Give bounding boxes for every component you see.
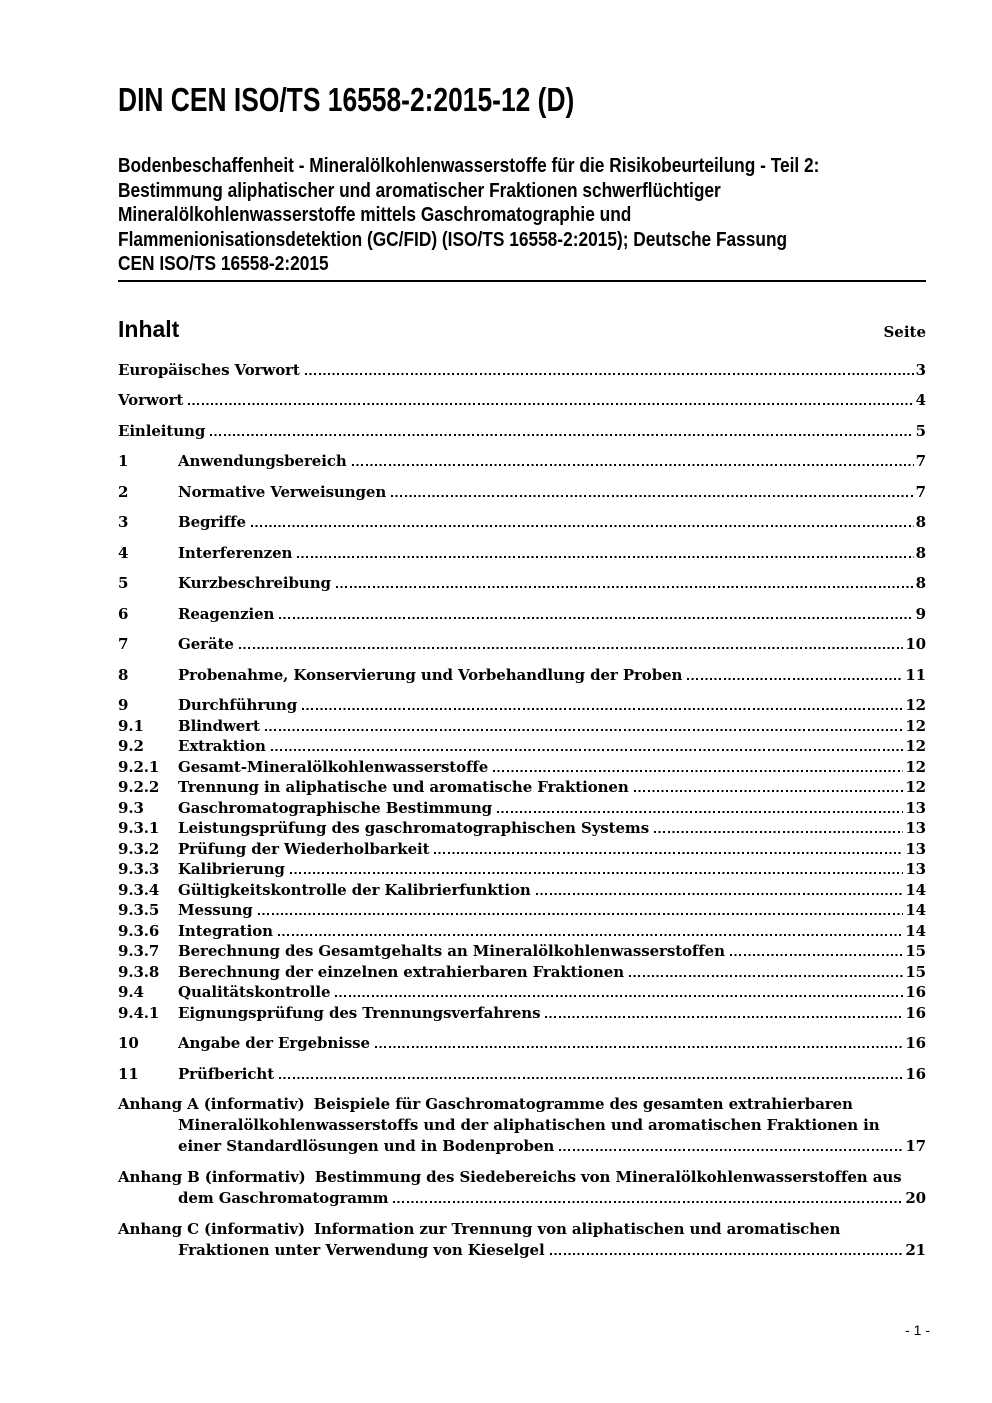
toc-entry-number: 9.3 — [118, 798, 144, 817]
toc-entry-page: 14 — [905, 901, 926, 919]
toc-entry-label: Angabe der Ergebnisse — [178, 1034, 370, 1052]
document-title-line: CEN ISO/TS 16558-2:2015 — [118, 253, 329, 275]
toc-entry-number: 9.4 — [118, 983, 144, 1001]
toc-entry-number: 11 — [118, 1064, 139, 1083]
dot-leader — [239, 647, 903, 649]
toc-annex-entry — [118, 1094, 926, 1157]
document-number: DIN CEN ISO/TS 16558-2:2015-12 (D) — [118, 81, 575, 118]
document-title-line: Bestimmung aliphatischer und aromatischer Fraktionen schwerflüchtiger — [118, 179, 721, 202]
toc-entry-label: Prüfbericht — [178, 1064, 275, 1083]
toc-entry-page: 8 — [915, 574, 926, 592]
dot-leader — [352, 464, 914, 466]
dot-leader — [497, 811, 903, 813]
toc-annex-continuation-line — [118, 1115, 926, 1136]
toc-entry-number: 10 — [118, 1034, 139, 1052]
toc-entry — [118, 390, 926, 411]
toc-entry-number: 4 — [118, 543, 129, 562]
toc-entry-label: Integration — [178, 921, 273, 940]
toc-annex-last-line — [118, 1188, 926, 1209]
dot-leader — [336, 586, 914, 588]
toc-entry-number: 9.3.3 — [118, 860, 160, 878]
toc-entry-number: 9.3.5 — [118, 901, 160, 919]
toc-entry-page: 13 — [905, 798, 926, 817]
toc-annex-entry — [118, 1219, 926, 1261]
dot-leader — [559, 1149, 903, 1151]
contents-heading: Inhalt — [118, 315, 180, 342]
toc-entry-page: 12 — [905, 757, 926, 776]
dot-leader — [305, 373, 914, 375]
dot-leader — [434, 852, 903, 854]
toc-entry-page: 17 — [905, 1137, 926, 1155]
toc-entry-label: Berechnung des Gesamtgehalts an Mineralölkohlenwasserstoffen — [178, 942, 725, 960]
dot-leader — [391, 495, 913, 497]
toc-entry-number: 9.3.8 — [118, 962, 160, 981]
dot-leader — [545, 1016, 903, 1018]
toc-entry — [118, 921, 926, 942]
toc-entry-label: Eignungsprüfung des Trennungsverfahrens — [178, 1003, 541, 1022]
toc-entry-label: Extraktion — [178, 737, 266, 755]
toc-entry — [118, 1033, 926, 1054]
toc-entry — [118, 604, 926, 625]
toc-entry — [118, 900, 926, 921]
toc-entry-page: 16 — [905, 1064, 926, 1083]
toc-annex-entry — [118, 1167, 926, 1209]
toc-entry-number: 9.2.2 — [118, 778, 160, 796]
page-column-label: Seite — [883, 322, 926, 341]
document-title-line: Bodenbeschaffenheit - Mineralölkohlenwasserstoffe für die Risikobeurteilung - Teil 2: — [118, 155, 820, 177]
dot-leader — [279, 1077, 903, 1079]
toc-annex-last-line — [118, 1240, 926, 1261]
toc-entry-page: 12 — [905, 778, 926, 796]
toc-entry-label: Probenahme, Konservierung und Vorbehandlung der Proben — [178, 665, 683, 684]
toc-entry — [118, 482, 926, 503]
toc-entry-number: 1 — [118, 452, 129, 470]
page-number-footer: - 1 - — [905, 1322, 930, 1338]
toc-entry — [118, 798, 926, 819]
toc-entry-page: 15 — [905, 942, 926, 960]
toc-entry — [118, 839, 926, 860]
document-title-line: Mineralölkohlenwasserstoffe mittels Gaschromatographie und — [118, 204, 632, 226]
toc-entry-label: Reagenzien — [178, 604, 275, 623]
toc-entry-page: 11 — [905, 665, 926, 684]
contents-header-row — [118, 314, 926, 344]
toc-annex-label: Anhang A (informativ) — [118, 1095, 305, 1113]
toc-entry — [118, 451, 926, 472]
dot-leader — [210, 434, 913, 436]
toc-entry-page: 15 — [905, 962, 926, 981]
dot-leader — [550, 1253, 904, 1255]
toc-entry — [118, 512, 926, 533]
toc-entry-number: 9.3.2 — [118, 839, 160, 858]
toc-entry — [118, 573, 926, 594]
dot-leader — [279, 617, 913, 619]
toc-entry-page: 4 — [915, 391, 926, 409]
toc-entry-page: 14 — [905, 880, 926, 899]
toc-entry-number: 9.4.1 — [118, 1003, 160, 1022]
toc-entry — [118, 736, 926, 757]
toc-entry-page: 16 — [905, 1003, 926, 1022]
toc-entry — [118, 962, 926, 983]
table-of-contents — [118, 360, 926, 1262]
toc-entry-number: 9.3.7 — [118, 942, 160, 960]
toc-entry — [118, 880, 926, 901]
toc-entry-label: Interferenzen — [178, 543, 293, 562]
toc-entry-label: Gültigkeitskontrolle der Kalibrierfunktion — [178, 880, 531, 899]
toc-entry-page: 13 — [905, 839, 926, 858]
toc-entry-label: Begriffe — [178, 513, 246, 531]
toc-entry-page: 16 — [905, 1034, 926, 1052]
toc-annex-title-line: dem Gaschromatogramm — [178, 1189, 389, 1207]
toc-entry-page: 12 — [905, 716, 926, 735]
toc-entry-label: Gesamt-Mineralölkohlenwasserstoffe — [178, 757, 489, 776]
dot-leader — [493, 770, 903, 772]
toc-entry — [118, 777, 926, 798]
toc-entry — [118, 716, 926, 737]
dot-leader — [271, 749, 903, 751]
dot-leader — [302, 708, 903, 710]
dot-leader — [536, 893, 904, 895]
toc-entry — [118, 665, 926, 686]
toc-entry-label: Kalibrierung — [178, 860, 285, 878]
toc-entry-number: 9.3.1 — [118, 819, 160, 837]
toc-entry-label: Vorwort — [118, 391, 184, 409]
toc-entry — [118, 1064, 926, 1085]
toc-entry-page: 10 — [905, 635, 926, 653]
toc-entry — [118, 859, 926, 880]
toc-annex-first-line — [118, 1219, 926, 1240]
dot-leader — [188, 403, 913, 405]
toc-entry — [118, 818, 926, 839]
toc-entry-label: Qualitätskontrolle — [178, 983, 331, 1001]
document-content — [118, 0, 926, 1261]
toc-entry-page: 20 — [905, 1189, 926, 1207]
toc-entry-number: 9.2 — [118, 737, 144, 755]
toc-entry-number: 8 — [118, 665, 129, 684]
toc-annex-last-line — [118, 1136, 926, 1157]
dot-leader — [278, 934, 903, 936]
toc-entry-page: 16 — [905, 983, 926, 1001]
toc-entry-number: 9.2.1 — [118, 757, 160, 776]
toc-entry-label: Anwendungsbereich — [178, 452, 347, 470]
toc-entry-number: 5 — [118, 574, 129, 592]
toc-entry — [118, 941, 926, 962]
toc-entry-number: 9.1 — [118, 716, 144, 735]
dot-leader — [251, 525, 914, 527]
toc-entry-label: Trennung in aliphatische und aromatische Fraktionen — [178, 778, 629, 796]
toc-entry-number: 9 — [118, 696, 129, 714]
toc-entry-number: 9.3.4 — [118, 880, 160, 899]
toc-entry-page: 9 — [915, 604, 926, 623]
toc-entry-number: 6 — [118, 604, 129, 623]
toc-entry-page: 12 — [905, 696, 926, 714]
toc-entry-page: 14 — [905, 921, 926, 940]
document-title — [118, 154, 820, 277]
dot-leader — [654, 831, 903, 833]
dot-leader — [393, 1201, 903, 1203]
toc-entry-page: 13 — [905, 819, 926, 837]
toc-entry-number: 7 — [118, 635, 129, 653]
toc-annex-title-line: Mineralölkohlenwasserstoffs und der aliphatischen und aromatischen Fraktionen in — [178, 1116, 880, 1134]
toc-entry-number: 3 — [118, 513, 129, 531]
toc-entry-label: Europäisches Vorwort — [118, 360, 300, 379]
toc-entry-label: Durchführung — [178, 696, 298, 714]
toc-entry-number: 2 — [118, 482, 129, 501]
toc-entry-page: 13 — [905, 860, 926, 878]
document-title-line: Flammenionisationsdetektion (GC/FID) (ISO/TS 16558-2:2015); Deutsche Fassung — [118, 228, 788, 251]
toc-entry-page: 21 — [905, 1241, 926, 1259]
toc-entry-label: Geräte — [178, 635, 234, 653]
dot-leader — [375, 1046, 903, 1048]
toc-entry-label: Kurzbeschreibung — [178, 574, 331, 592]
toc-entry — [118, 360, 926, 381]
toc-annex-title-line: Fraktionen unter Verwendung von Kieselgel — [178, 1241, 545, 1259]
toc-entry — [118, 1003, 926, 1024]
toc-annex-first-line — [118, 1094, 926, 1115]
dot-leader — [335, 995, 903, 997]
toc-entry-label: Einleitung — [118, 421, 206, 440]
toc-entry-label: Blindwert — [178, 716, 260, 735]
toc-entry — [118, 695, 926, 716]
toc-entry-label: Messung — [178, 901, 253, 919]
dot-leader — [730, 954, 903, 956]
header-divider — [118, 280, 926, 282]
toc-entry-label: Prüfung der Wiederholbarkeit — [178, 839, 430, 858]
toc-entry-label: Berechnung der einzelnen extrahierbaren Fraktionen — [178, 962, 625, 981]
dot-leader — [290, 872, 904, 874]
dot-leader — [634, 790, 904, 792]
toc-annex-label: Anhang C (informativ) — [118, 1220, 305, 1238]
dot-leader — [297, 556, 913, 558]
toc-annex-title-line: Bestimmung des Siedebereichs von Mineralölkohlenwasserstoffen aus — [314, 1168, 902, 1186]
toc-entry — [118, 421, 926, 442]
toc-entry-page: 8 — [915, 543, 926, 562]
toc-entry — [118, 543, 926, 564]
toc-entry-label: Gaschromatographische Bestimmung — [178, 798, 493, 817]
dot-leader — [629, 975, 903, 977]
toc-entry — [118, 634, 926, 655]
toc-entry — [118, 982, 926, 1003]
toc-entry-page: 7 — [915, 452, 926, 470]
toc-entry — [118, 757, 926, 778]
dot-leader — [265, 729, 903, 731]
dot-leader — [258, 913, 904, 915]
toc-annex-title-line: Information zur Trennung von aliphatischen und aromatischen — [313, 1220, 841, 1238]
toc-entry-label: Normative Verweisungen — [178, 482, 387, 501]
toc-annex-title-line: einer Standardlösungen und in Bodenproben — [178, 1137, 555, 1155]
dot-leader — [687, 678, 903, 680]
toc-entry-page: 7 — [915, 482, 926, 501]
toc-entry-number: 9.3.6 — [118, 921, 160, 940]
toc-annex-first-line — [118, 1167, 926, 1188]
toc-entry-page: 12 — [905, 737, 926, 755]
toc-entry-label: Leistungsprüfung des gaschromatographischen Systems — [178, 819, 650, 837]
toc-annex-title-line: Beispiele für Gaschromatogramme des gesamten extrahierbaren — [313, 1095, 853, 1113]
toc-entry-page: 5 — [915, 421, 926, 440]
toc-entry-page: 8 — [915, 513, 926, 531]
toc-entry-page: 3 — [915, 360, 926, 379]
toc-annex-label: Anhang B (informativ) — [118, 1168, 306, 1186]
